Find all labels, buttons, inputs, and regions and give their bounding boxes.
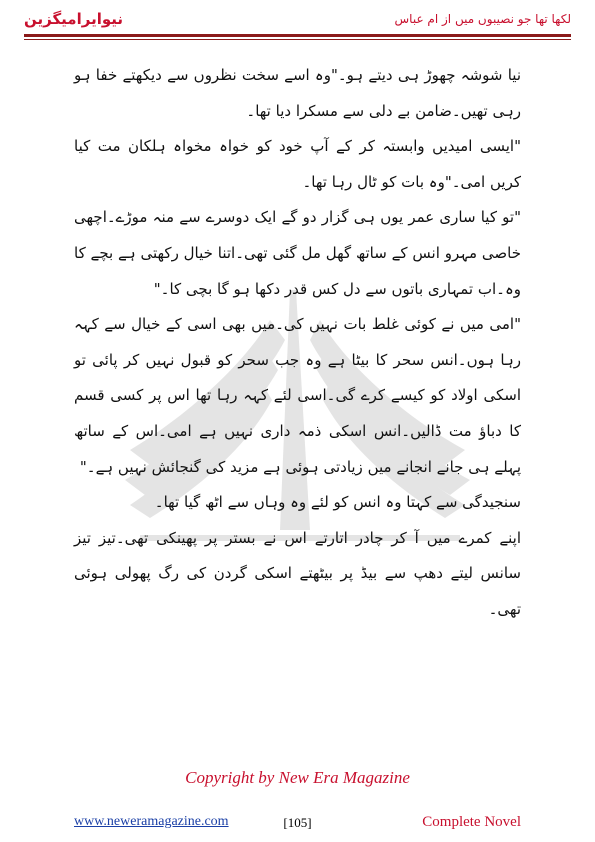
paragraph-2: "ایسی امیدیں وابستہ کر کے آپ خود کو خواہ مخواہ ہلکان مت کیا کریں امی۔"وہ بات کو ٹال رہا تھا۔ bbox=[74, 137, 521, 191]
paragraph-1: نیا شوشہ چھوڑ ہی دیتے ہو۔"وہ اسے سخت نظروں سے دیکھتے خفا ہو رہی تھیں۔ضامن بے دلی سے مسکرا دیا تھا۔ bbox=[74, 66, 521, 120]
page-footer bbox=[74, 814, 521, 836]
novel-title: لکھا تھا جو نصیبوں میں از ام عباس bbox=[394, 12, 571, 26]
header-rule-thin bbox=[24, 39, 571, 40]
magazine-name: نیوایرامیگزین bbox=[24, 10, 124, 28]
story-body bbox=[74, 58, 521, 628]
website-link[interactable]: www.neweramagazine.com bbox=[74, 814, 229, 829]
paragraph-5: سنجیدگی سے کہتا وہ انس کو لئے وہ وہاں سے اٹھ گیا تھا۔ bbox=[154, 493, 521, 512]
header-rule-thick bbox=[24, 34, 571, 37]
paragraph-6: اپنے کمرے میں آ کر چادر اتارتے اس نے بستر پر پھینکی تھی۔تیز تیز سانس لیتے دھپ سے بیڈ پر بیٹھتے اسکی گردن کی رگ پھولی ہوئی تھی۔ bbox=[74, 528, 521, 618]
page-header bbox=[24, 10, 571, 34]
copyright-notice: Copyright by New Era Magazine bbox=[185, 768, 410, 787]
page-number: [105] bbox=[283, 815, 312, 830]
category-label: Complete Novel bbox=[422, 814, 521, 830]
paragraph-4: "امی میں نے کوئی غلط بات نہیں کی۔میں بھی اسی کے خیال سے کہہ رہا ہوں۔انس سحر کا بیٹا ہے وہ جب سحر کو قبول نہیں کر پائی تو اسکی اولاد کو کیسے کرے گی۔اسی لئے کہہ رہا تھا اس پر کسی قسم کا دباؤ مت ڈالیں۔انس اسکی ذمہ داری نہیں ہے امی۔اس کے ساتھ پہلے ہی جانے انجانے میں زیادتی ہوئی ہے مزید کی گنجائش نہیں ہے۔" bbox=[74, 315, 521, 476]
paragraph-3: "تو کیا ساری عمر یوں ہی گزار دو گے ایک دوسرے سے منہ موڑے۔اچھی خاصی مہرو انس کے ساتھ گھل مل گئی تھی۔اتنا خیال رکھتی ہے بچے کا وہ۔اب تمہاری باتوں سے دل کس قدر دکھا ہو گا بچی کا۔" bbox=[74, 208, 521, 298]
